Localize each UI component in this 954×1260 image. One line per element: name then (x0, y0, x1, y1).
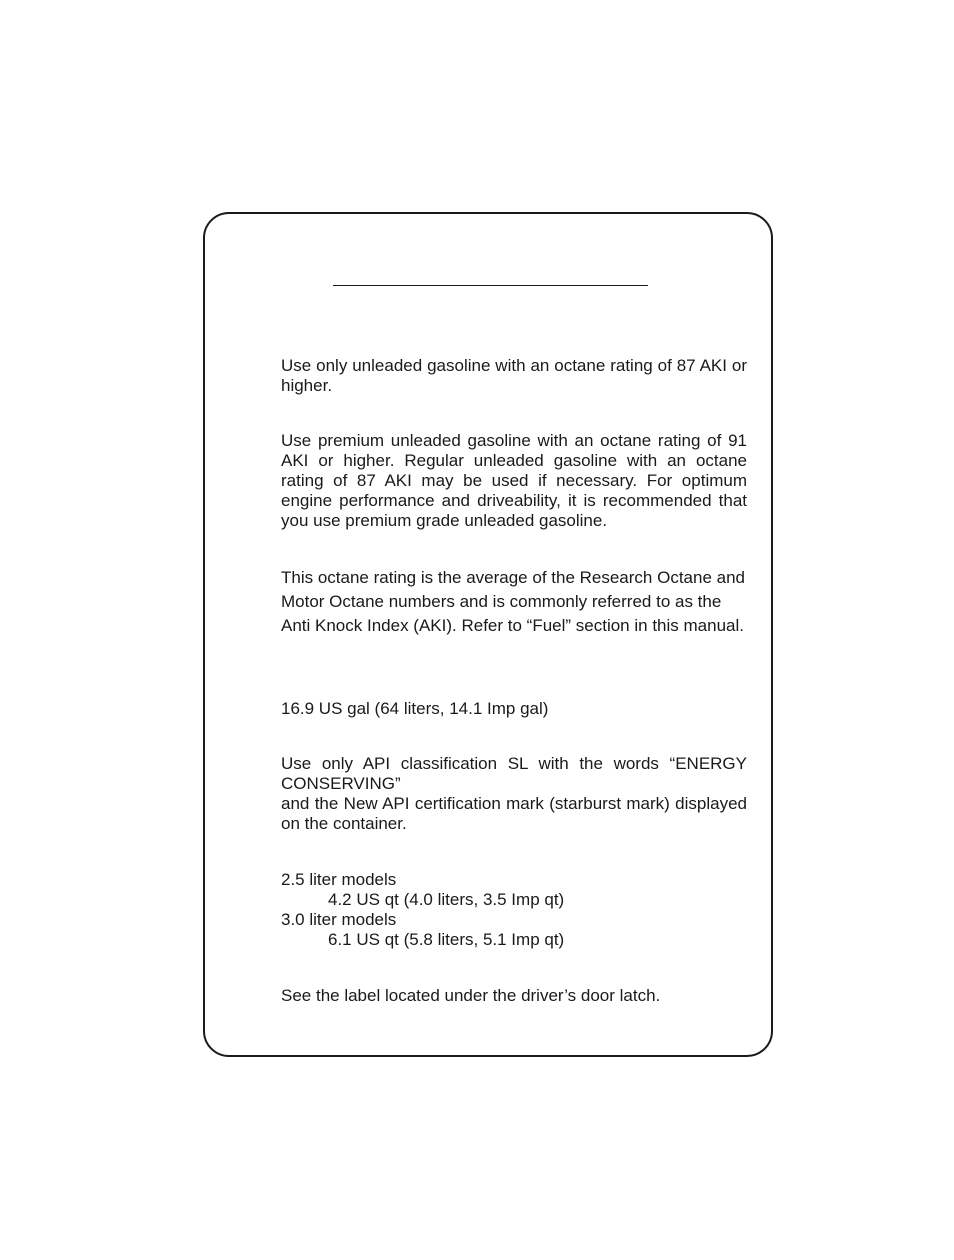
oil-capacity-value: 4.2 US qt (4.0 liters, 3.5 Imp qt) (328, 890, 565, 909)
oil-capacity-model: 3.0 liter models (281, 910, 397, 929)
octane-note-text: This octane rating is the average of the Research Octane and Motor Octane numbers and is commonly referred to as the Anti Knock Index (AKI). Refer to “Fuel” section in this manual. (281, 568, 745, 635)
title-underline (333, 285, 648, 286)
oil-classification-text (281, 754, 747, 834)
fuel-regular-text: Use only unleaded gasoline with an octane rating of 87 AKI or higher. (281, 356, 747, 395)
oil-classification-line-1: Use only API classification SL with the words “ENERGY CONSERVING” (281, 754, 747, 793)
fuel-premium-text: Use premium unleaded gasoline with an octane rating of 91 AKI or higher. Regular unleaded gasoline with an octane rating of 87 AKI may be used if necessary. For optimum engine performance and driveability, it is recommended that you use premium grade unleaded gasoline. (281, 431, 747, 530)
oil-classification-line-2: and the New API certification mark (starburst mark) displayed on the container. (281, 794, 747, 833)
oil-capacity-value: 6.1 US qt (5.8 liters, 5.1 Imp qt) (328, 930, 565, 949)
tire-label-text: See the label located under the driver’s door latch. (281, 986, 661, 1005)
oil-capacity-list (281, 870, 747, 950)
fuel-capacity-text: 16.9 US gal (64 liters, 14.1 Imp gal) (281, 699, 549, 718)
oil-capacity-model: 2.5 liter models (281, 870, 397, 889)
